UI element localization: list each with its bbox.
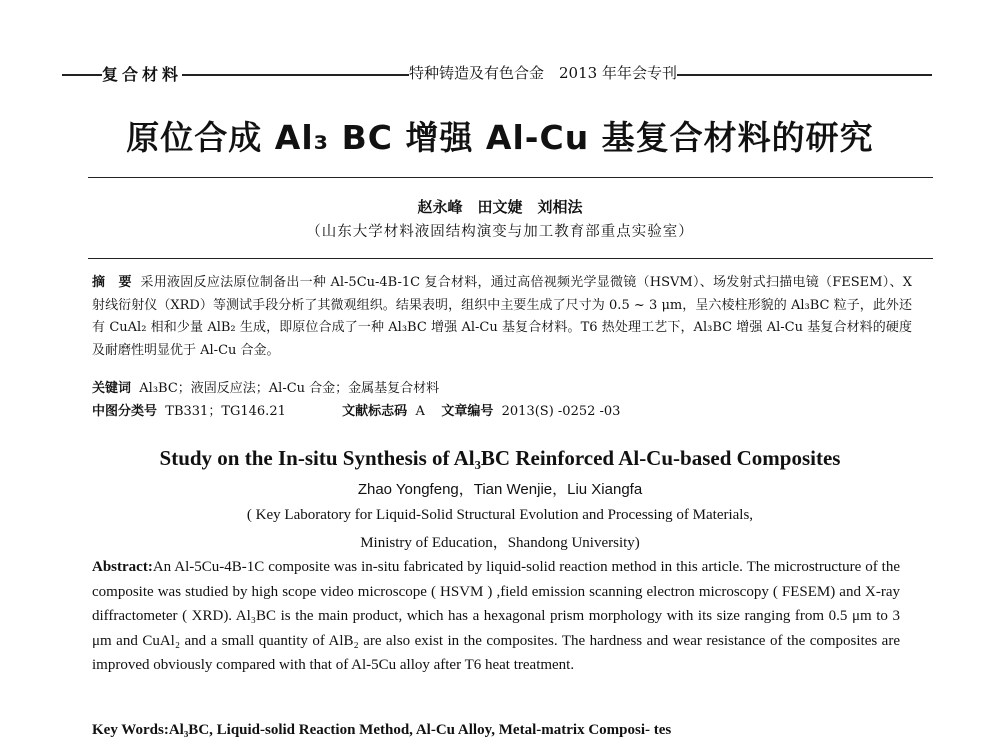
affiliation-cn: （山东大学材料液固结构演变与加工教育部重点实验室） [306,224,694,240]
affiliation-en-line1: ( Key Laboratory for Liquid-Solid Structural Evolution and Processing of Materials, [246,507,754,523]
affiliation-en-line2: Ministry of Education，Shandong University) [360,535,640,551]
article-no-label: 文章编号 [441,404,494,419]
keywords-cn-text: Al₃BC；液固反应法；Al-Cu 合金；金属基复合材料 [139,381,440,396]
doc-code-value: A [415,404,425,419]
header-journal: 特种铸造及有色合金 2013 年年会专刊 [409,64,677,82]
abstract-cn-text: 采用液固反应法原位制备出一种 Al-5Cu-4B-1C 复合材料，通过高倍视频光学显微镜（HSVM）、场发射式扫描电镜（FESEM）、X 射线衍射仪（XRD）等测试手段分析了其微观组织。结果表明，组织中主要生成了尺寸为 0.5 ~ 3 μm，呈六棱柱形貌的 Al₃BC 粒子，此外还有 CuAl₂ 相和少量 AlB₂ 生成，即原位合成了一种 Al₃BC 增强 Al-Cu 基复合材料。T6 热处理工艺下，Al₃BC 增强 Al-Cu 基复合材料的硬度及耐磨性明显优于 Al-Cu 合金。 [92,275,912,358]
abstract-en-label: Abstract: [92,559,153,575]
doc-code-label: 文献标志码 [342,404,408,419]
clc-value: TB331；TG146.21 [165,404,286,419]
authors-en: Zhao Yongfeng，Tian Wenjie，Liu Xiangfa [357,481,643,498]
keywords-en-label: Key Words: [92,722,169,738]
running-header [62,62,942,86]
paper-title-en: Study on the In-situ Synthesis of Al₃BC Reinforced Al-Cu-based Composites [159,446,841,470]
abstract-cn-label: 摘 要 [92,275,132,290]
classification-line [92,400,892,419]
title-rule [88,177,933,178]
clc-label: 中图分类号 [92,404,158,419]
keywords-en-text: Al₃BC, Liquid-solid Reaction Method, Al-Cu Alloy, Metal-matrix Composi- tes [168,722,672,738]
abstract-en-text: An Al-5Cu-4B-1C composite was in-situ fabricated by liquid-solid reaction method in this article. The microstructure of the composite was studied by high scope video microscope ( HSVM ) ,field emission scanning electron microscopy ( FESEM) and X-ray diffractometer ( XRD). Al₃BC is the main product, which has a hexagonal prism morphology with its size ranging from 0.5 μm to 3 μm and CuAl₂ and a small quantity of AlB₂ are also exist in the composites. The hardness and wear resistance of the composites are improved obviously compared with that of Al-5Cu alloy after T6 heat treatment. [92,559,900,674]
keywords-cn-label: 关键词 [92,381,132,396]
authors-cn: 赵永峰 田文婕 刘相法 [417,198,583,216]
abstract-cn [92,272,912,362]
keywords-cn [92,377,439,396]
affiliation-rule [88,258,933,259]
abstract-en [92,555,900,678]
article-no-value: 2013(S) -0252 -03 [501,404,621,419]
keywords-en [92,722,912,739]
header-section: 复合材料 [102,62,182,85]
paper-title-cn: 原位合成 Al₃ BC 增强 Al-Cu 基复合材料的研究 [126,118,874,157]
